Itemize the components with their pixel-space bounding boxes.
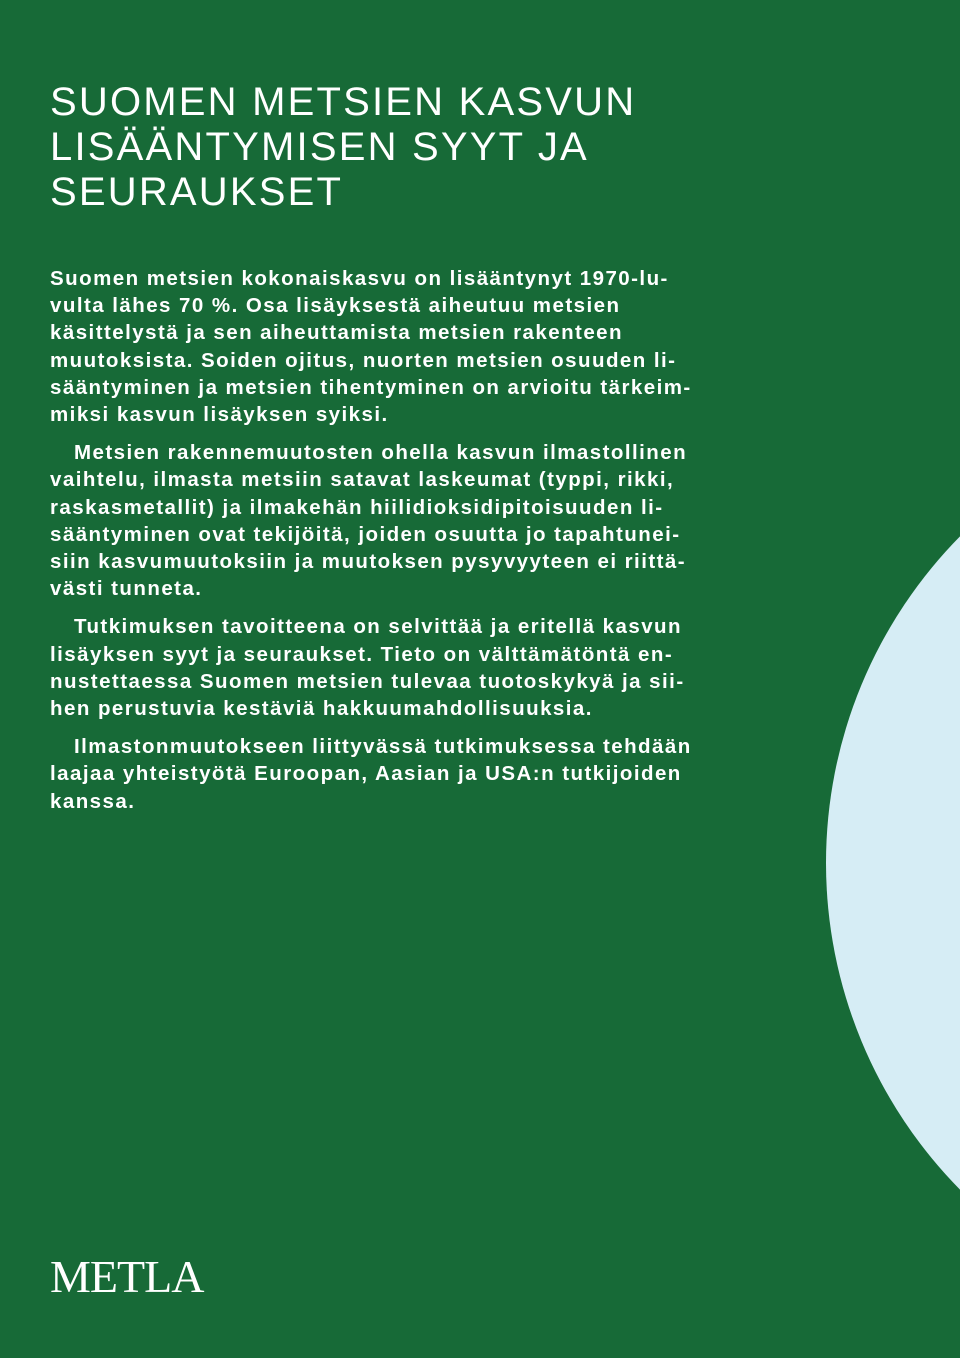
text-line: västi tunneta.	[50, 577, 203, 601]
text-line: hen perustuvia kestäviä hakkuumahdollisuuksia.	[50, 697, 593, 721]
text-line: muutoksista. Soiden ojitus, nuorten metsien osuuden li-	[50, 348, 677, 372]
paragraph-cooperation	[50, 733, 810, 815]
page-title	[50, 80, 750, 215]
text-line: raskasmetallit) ja ilmakehän hiilidioksidipitoisuuden li-	[50, 495, 664, 519]
text-line: Ilmastonmuutokseen liittyvässä tutkimuksessa tehdään	[74, 735, 692, 759]
paragraph-intro	[50, 265, 810, 428]
text-line: siin kasvumuutoksiin ja muutoksen pysyvyyteen ei riittä-	[50, 550, 687, 574]
text-line: laajaa yhteistyötä Euroopan, Aasian ja USA:n tutkijoiden	[50, 762, 682, 786]
title-line: LISÄÄNTYMISEN SYYT JA	[50, 125, 589, 169]
text-line: käsittelystä ja sen aiheuttamista metsien rakenteen	[50, 321, 624, 345]
text-line: nustettaessa Suomen metsien tulevaa tuotoskykyä ja sii-	[50, 669, 685, 693]
text-line: vulta lähes 70 %. Osa lisäyksestä aiheutuu metsien	[50, 294, 621, 318]
text-line: miksi kasvun lisäyksen syiksi.	[50, 403, 389, 427]
body-text	[50, 265, 810, 826]
text-line: sääntyminen ovat tekijöitä, joiden osuutta jo tapahtunei-	[50, 522, 681, 546]
title-line: SEURAUKSET	[50, 170, 344, 214]
paragraph-goal	[50, 613, 810, 722]
text-line: kanssa.	[50, 789, 136, 813]
paragraph-causes	[50, 439, 810, 602]
text-line: lisäyksen syyt ja seuraukset. Tieto on välttämätöntä en-	[50, 642, 674, 666]
text-line: Metsien rakennemuutosten ohella kasvun ilmastollinen	[74, 441, 688, 465]
metla-logo: METLA	[50, 1251, 204, 1302]
text-line: Suomen metsien kokonaiskasvu on lisääntynyt 1970-lu-	[50, 267, 669, 290]
text-line: vaihtelu, ilmasta metsiin satavat laskeumat (typpi, rikki,	[50, 468, 675, 492]
text-line: sääntyminen ja metsien tihentyminen on arvioitu tärkeim-	[50, 375, 692, 399]
title-line: SUOMEN METSIEN KASVUN	[50, 80, 637, 124]
decorative-circle	[826, 398, 960, 1328]
text-line: Tutkimuksen tavoitteena on selvittää ja eritellä kasvun	[74, 615, 683, 639]
